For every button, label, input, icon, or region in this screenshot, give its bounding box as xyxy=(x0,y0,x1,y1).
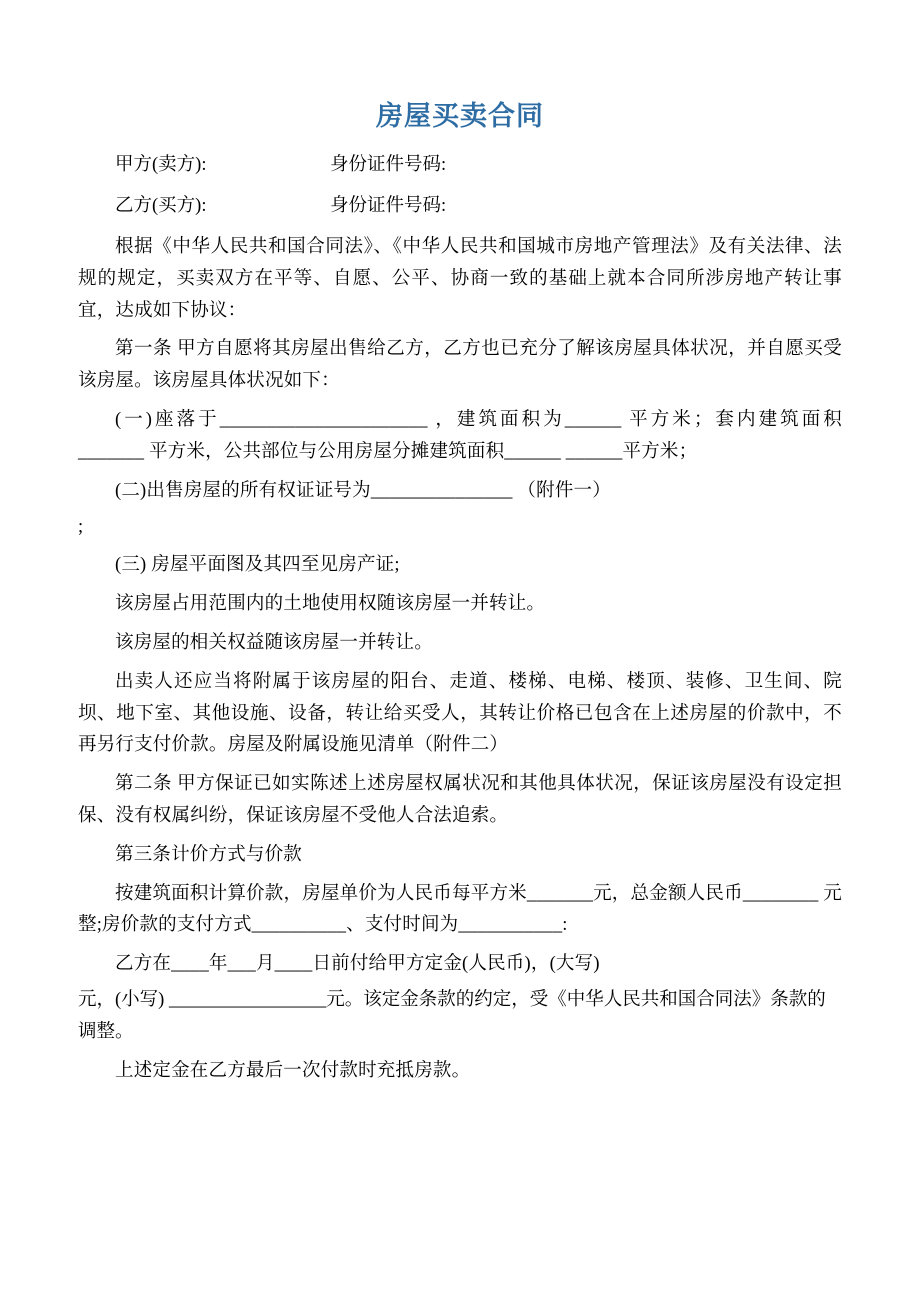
paragraph-article-2: 第二条 甲方保证已如实陈述上述房屋权属状况和其他具体状况，保证该房屋没有设定担保、没有权属纠纷，保证该房屋不受他人合法追索。 xyxy=(78,774,842,827)
paragraph-land-use-right: 该房屋占用范围内的土地使用权随该房屋一并转让。 xyxy=(115,594,546,615)
paragraph-price-calculation: 按建筑面积计算价款，房屋单价为人民币每平方米_______元，总金额人民币________ 元整;房价款的支付方式__________、支付时间为___________: xyxy=(78,883,842,936)
buyer-label: 乙方(买方): xyxy=(115,196,207,217)
paragraph-preamble: 根据《中华人民共和国合同法》、《中华人民共和国城市房地产管理法》及有关法律、法规的规定，买卖双方在平等、自愿、公平、协商一致的基础上就本合同所涉房地产转让事宜，达成如下协议： xyxy=(78,237,842,321)
buyer-id-label: 身份证件号码: xyxy=(330,196,447,217)
paragraph-semicolon: ; xyxy=(78,516,84,537)
paragraph-attached-facilities: 出卖人还应当将附属于该房屋的阳台、走道、楼梯、电梯、楼顶、装修、卫生间、院坝、地下室、其他设施、设备，转让给买受人，其转让价格已包含在上述房屋的价款中，不再另行支付价款。房屋及附属设施见清单（附件二） xyxy=(78,671,842,756)
paragraph-item-3: (三) 房屋平面图及其四至见房产证; xyxy=(115,555,400,576)
paragraph-deposit: 乙方在____年___月____日前付给甲方定金(人民币)，(大写) xyxy=(115,954,600,975)
paragraph-related-rights: 该房屋的相关权益随该房屋一并转让。 xyxy=(115,632,433,653)
paragraph-deposit-offset: 上述定金在乙方最后一次付款时充抵房款。 xyxy=(115,1060,471,1081)
paragraph-item-2: (二)出售房屋的所有权证证号为_______________ （附件一） xyxy=(115,480,611,501)
paragraph-article-3-heading: 第三条计价方式与价款 xyxy=(115,844,303,865)
seller-label: 甲方(卖方): xyxy=(115,155,207,176)
party-row-buyer xyxy=(78,191,842,223)
paragraph-item-1: (一)座落于______________________ ，建筑面积为______ 平方米；套内建筑面积_______ 平方米，公共部位与公用房屋分摊建筑面积______ ______平方米； xyxy=(78,410,842,462)
page-title: 房屋买卖合同 xyxy=(376,101,544,131)
paragraph-article-1: 第一条 甲方自愿将其房屋出售给乙方，乙方也已充分了解该房屋具体状况，并自愿买受该房屋。该房屋具体状况如下： xyxy=(78,339,842,392)
seller-id-label: 身份证件号码: xyxy=(330,155,447,176)
party-row-seller xyxy=(78,150,842,182)
paragraph-deposit-amount: 元，(小写) _________________元。该定金条款的约定，受《中华人民共和国合同法》条款的调整。 xyxy=(78,990,826,1042)
